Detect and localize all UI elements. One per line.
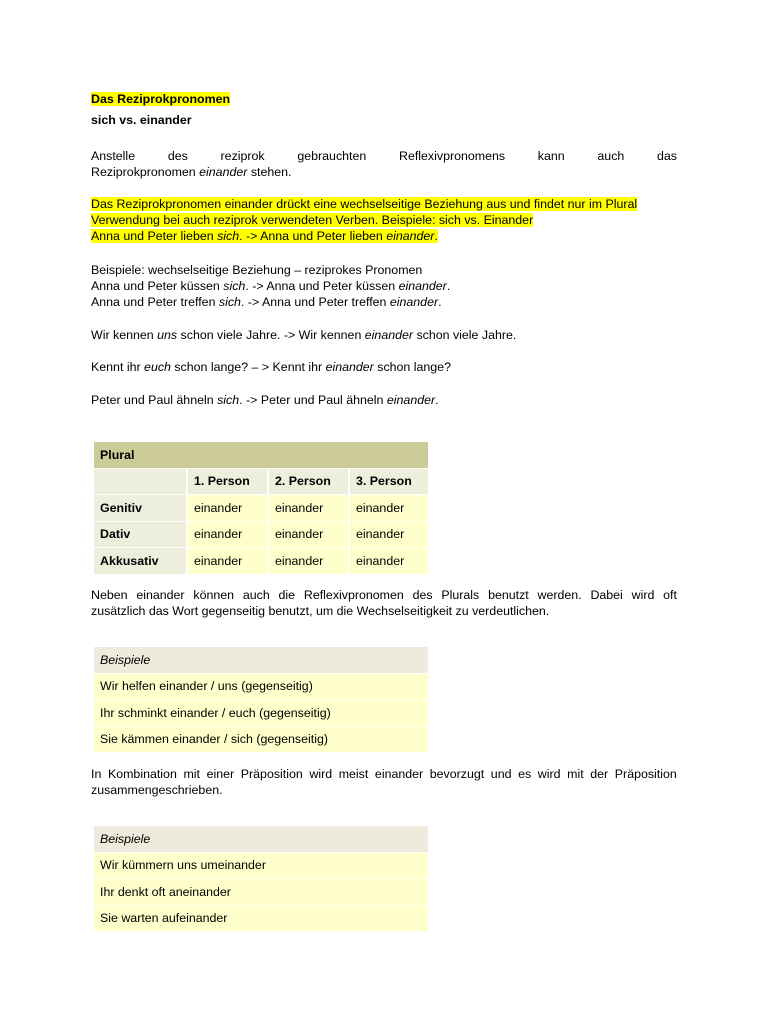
- emphasis: uns: [157, 328, 178, 342]
- word: benutzt: [488, 588, 529, 602]
- examples-box-2: [94, 826, 428, 932]
- word: des: [412, 588, 433, 602]
- table-cell: einander: [269, 548, 350, 575]
- word: einander: [374, 767, 424, 781]
- table-cell: einander: [350, 548, 428, 575]
- emphasis: einander: [389, 295, 439, 309]
- text: Das Reziprokpronomen einander drückt eine wechselseitige Beziehung aus und findet nur im Plural: [91, 197, 638, 211]
- reflexive-line-1: [91, 587, 677, 603]
- text: Verwendung bei auch reziprok verwendeten Verben. Beispiele: sich vs. Einander: [91, 213, 534, 227]
- text: Kennt ihr: [91, 360, 145, 374]
- example-line: [91, 392, 677, 408]
- page-title: Das Reziprokpronomen: [91, 92, 231, 106]
- emphasis: einander: [386, 229, 435, 243]
- emphasis: einander: [398, 279, 447, 293]
- word: Reflexivpronomen: [303, 588, 404, 602]
- emphasis: sich: [217, 229, 240, 243]
- highlight-line-2: [91, 212, 677, 228]
- word: und: [490, 767, 512, 781]
- text: Anna und Peter lieben: [91, 229, 218, 243]
- intro-paragraph: [91, 148, 677, 180]
- box-row: Ihr denkt oft aneinander: [94, 879, 428, 906]
- text: Anna und Peter treffen: [91, 295, 219, 309]
- word: Präposition: [614, 767, 677, 781]
- table-cell: einander: [350, 522, 428, 549]
- example-line: [91, 294, 677, 310]
- highlight-paragraph: [91, 196, 677, 244]
- word: auch: [242, 588, 270, 602]
- text: schon lange?: [373, 360, 451, 374]
- word: Dabei: [590, 588, 623, 602]
- word: meist: [338, 767, 369, 781]
- box-row: Ihr schminkt einander / euch (gegenseitig): [94, 700, 428, 727]
- box-row: Wir helfen einander / uns (gegenseitig): [94, 674, 428, 701]
- word: es: [518, 767, 532, 781]
- text: .: [438, 295, 442, 309]
- word: wird: [309, 767, 333, 781]
- word: reziprok: [220, 149, 265, 163]
- word: einer: [206, 767, 235, 781]
- text: Wir kennen: [91, 328, 158, 342]
- table-cell: einander: [269, 522, 350, 549]
- word: Anstelle: [91, 149, 136, 163]
- word: auch: [597, 149, 625, 163]
- word: oft: [663, 588, 677, 602]
- example-line: [91, 327, 677, 343]
- emphasis: sich: [217, 393, 240, 407]
- table-row: [94, 495, 428, 522]
- text: .: [434, 229, 438, 243]
- intro-line-2: [91, 164, 677, 180]
- word: In: [91, 767, 102, 781]
- emphasis: einander: [386, 393, 436, 407]
- reflexive-line-2: zusätzlich das Wort gegenseitig benutzt, um die Wechselseitigkeit zu verdeutlichen.: [91, 604, 550, 618]
- word: kann: [537, 149, 565, 163]
- word: das: [657, 149, 677, 163]
- emphasis: einander: [325, 360, 374, 374]
- subtitle: sich vs. einander: [91, 113, 192, 127]
- word: mit: [567, 767, 584, 781]
- intro-line-1: [91, 148, 677, 164]
- word: können: [193, 588, 235, 602]
- word: des: [167, 149, 188, 163]
- text: schon viele Jahre.: [413, 328, 517, 342]
- table-cell: einander: [350, 495, 428, 522]
- examples-box-1: [94, 647, 428, 753]
- box-header: Beispiele: [94, 647, 428, 674]
- word: einander: [136, 588, 185, 602]
- table-caption-row: [94, 442, 428, 469]
- plural-table: [94, 442, 428, 575]
- text: . -> Peter und Paul ähneln: [239, 393, 387, 407]
- table-caption: Plural: [94, 442, 428, 469]
- word: der: [590, 767, 609, 781]
- emphasis: einander: [199, 165, 248, 179]
- word: die: [278, 588, 296, 602]
- examples-heading: Beispiele: wechselseitige Beziehung – reziprokes Pronomen: [91, 263, 423, 277]
- example-line: [91, 278, 677, 294]
- text: . -> Anna und Peter treffen: [240, 295, 390, 309]
- emphasis: sich: [218, 295, 241, 309]
- text: .: [435, 393, 439, 407]
- text: schon viele Jahre. -> Wir kennen: [177, 328, 365, 342]
- word: Neben: [91, 588, 128, 602]
- emphasis: einander: [364, 328, 414, 342]
- word: wird: [537, 767, 561, 781]
- text: Anna und Peter küssen: [91, 279, 224, 293]
- text: .: [446, 279, 451, 293]
- examples-block: [91, 262, 677, 310]
- word: Plurals: [441, 588, 480, 602]
- box-row: Sie warten aufeinander: [94, 906, 428, 933]
- reflexive-paragraph: [91, 587, 677, 619]
- box-row: Wir kümmern uns umeinander: [94, 853, 428, 880]
- highlight-line-3: [91, 228, 677, 244]
- table-cell: einander: [188, 548, 269, 575]
- word: gebrauchten: [297, 149, 367, 163]
- text: stehen.: [247, 165, 292, 179]
- text: . -> Anna und Peter lieben: [239, 229, 387, 243]
- text: Reziprokpronomen: [91, 165, 200, 179]
- row-label: Genitiv: [94, 495, 188, 522]
- table-header-cell: [94, 469, 188, 496]
- text: Peter und Paul ähneln: [91, 393, 218, 407]
- word: Präposition: [240, 767, 303, 781]
- word: mit: [183, 767, 200, 781]
- box-row: Sie kämmen einander / sich (gegenseitig): [94, 727, 428, 754]
- emphasis: sich: [223, 279, 246, 293]
- table-row: [94, 522, 428, 549]
- table-header-cell: 2. Person: [269, 469, 350, 496]
- word: bevorzugt: [429, 767, 485, 781]
- text: schon lange? – > Kennt ihr: [170, 360, 326, 374]
- row-label: Dativ: [94, 522, 188, 549]
- table-header-row: [94, 469, 428, 496]
- preposition-paragraph: [91, 766, 677, 798]
- box-header: Beispiele: [94, 826, 428, 853]
- title-line: [91, 91, 677, 107]
- word: werden.: [537, 588, 582, 602]
- word: Reflexivpronomens: [399, 149, 506, 163]
- text: . -> Anna und Peter küssen: [245, 279, 399, 293]
- table-cell: einander: [269, 495, 350, 522]
- preposition-line-1: [91, 766, 677, 782]
- highlight-line-1: [91, 196, 677, 212]
- table-cell: einander: [188, 522, 269, 549]
- table-header-cell: 3. Person: [350, 469, 428, 496]
- preposition-line-2: zusammengeschrieben.: [91, 783, 223, 797]
- word: wird: [631, 588, 655, 602]
- row-label: Akkusativ: [94, 548, 188, 575]
- word: Kombination: [107, 767, 177, 781]
- table-cell: einander: [188, 495, 269, 522]
- emphasis: euch: [144, 360, 171, 374]
- table-row: [94, 548, 428, 575]
- table-header-cell: 1. Person: [188, 469, 269, 496]
- example-line: [91, 359, 677, 375]
